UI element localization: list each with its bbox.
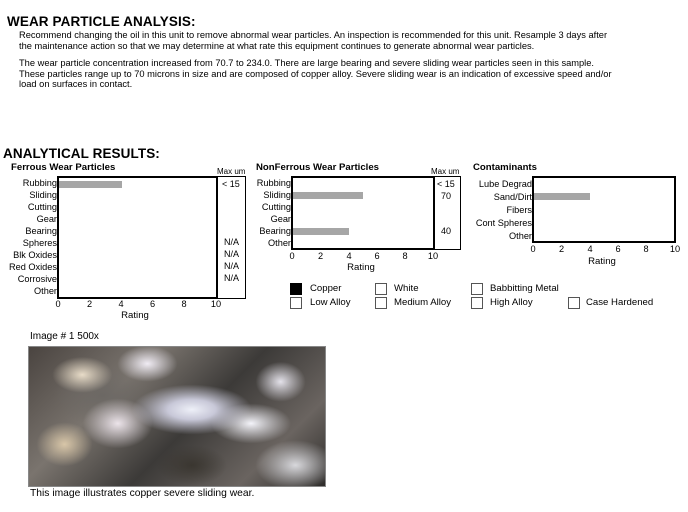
contaminants-category-labels — [460, 178, 532, 243]
x-tick: 6 — [149, 299, 156, 309]
recommendation-line-2: the maintenance action so that we may determine at what rate this equipment continues to generate abnormal wear particles. — [19, 40, 535, 51]
x-tick: 6 — [374, 251, 380, 261]
max-um-value: 40 — [441, 226, 452, 236]
copper-label: Copper — [310, 283, 342, 294]
x-tick: 6 — [615, 244, 621, 254]
recommendation-paragraph — [19, 30, 688, 51]
category-label: Other — [268, 238, 291, 248]
x-tick: 4 — [346, 251, 352, 261]
image-caption: This image illustrates copper severe sliding wear. — [30, 488, 255, 499]
babbitting-metal-label: Babbitting Metal — [490, 283, 559, 294]
copper-checkbox — [290, 283, 302, 295]
medium-alloy-label: Medium Alloy — [394, 297, 452, 308]
x-tick: 0 — [289, 251, 295, 261]
contaminants-bar-sand-dirt — [534, 193, 590, 200]
recommendation-line-1: Recommend changing the oil in this unit to remove abnormal wear particles. An inspection is recommended for this unit. Resample 3 days after — [19, 30, 608, 40]
ferrous-plot-area — [57, 176, 218, 299]
image-title: Image # 1 500x — [30, 331, 99, 342]
category-label: Gear — [36, 214, 57, 224]
ferrous-chart-title: Ferrous Wear Particles — [11, 162, 116, 173]
category-label: Rubbing — [256, 178, 291, 188]
category-label: Rubbing — [22, 178, 57, 188]
x-tick: 2 — [86, 299, 93, 309]
nonferrous-bar-bearing — [293, 228, 349, 235]
nonferrous-bar-sliding — [293, 192, 363, 199]
x-tick: 8 — [181, 299, 187, 309]
x-tick: 0 — [55, 299, 61, 309]
ferrous-bar-rubbing — [59, 181, 122, 188]
analytical-results-heading: ANALYTICAL RESULTS: — [3, 146, 160, 161]
nonferrous-max-um-column — [435, 176, 461, 250]
category-label: Sliding — [29, 190, 57, 200]
nonferrous-x-axis-title: Rating — [347, 262, 375, 273]
white-label: White — [394, 283, 419, 294]
category-label: Other — [509, 231, 532, 241]
nonferrous-max-um-label: Max um — [431, 167, 460, 176]
x-tick: 10 — [669, 244, 681, 254]
category-label: Corrosive — [17, 274, 57, 284]
category-label: Gear — [270, 214, 291, 224]
medium-alloy-checkbox — [375, 297, 387, 309]
white-checkbox — [375, 283, 387, 295]
x-tick: 8 — [643, 244, 649, 254]
category-label: Sand/Dirt — [493, 192, 532, 202]
category-label: Spheres — [22, 238, 57, 248]
x-tick: 4 — [587, 244, 593, 254]
category-label: Cont Spheres — [475, 218, 532, 228]
low-alloy-label: Low Alloy — [310, 297, 351, 308]
category-label: Other — [34, 286, 57, 296]
high-alloy-label: High Alloy — [490, 297, 533, 308]
category-label: Bearing — [259, 226, 291, 236]
case-hardened-label: Case Hardened — [586, 297, 654, 308]
ferrous-category-labels — [0, 177, 57, 297]
wear-particle-analysis-heading: WEAR PARTICLE ANALYSIS: — [7, 14, 196, 29]
max-um-value: N/A — [224, 237, 240, 247]
x-tick: 2 — [317, 251, 324, 261]
x-tick: 8 — [402, 251, 408, 261]
x-tick: 10 — [210, 299, 222, 309]
contaminants-plot-area — [532, 176, 676, 243]
max-um-value: < 15 — [222, 179, 240, 189]
x-tick: 10 — [427, 251, 439, 261]
category-label: Fibers — [506, 205, 532, 215]
contaminants-x-axis-title: Rating — [588, 256, 616, 267]
ferrous-x-axis-title: Rating — [121, 310, 149, 321]
analysis-line-2: These particles range up to 70 microns in size and are composed of copper alloy. Severe sliding wear is an indication of excessive speed and/or — [19, 68, 612, 79]
max-um-value: N/A — [224, 261, 240, 271]
category-label: Bearing — [25, 226, 57, 236]
x-tick: 4 — [118, 299, 124, 309]
nonferrous-chart-title: NonFerrous Wear Particles — [256, 162, 379, 173]
x-tick: 2 — [558, 244, 565, 254]
category-label: Sliding — [263, 190, 291, 200]
category-label: Cutting — [27, 202, 57, 212]
analysis-line-1: The wear particle concentration increased from 70.7 to 234.0. There are large bearing and severe sliding wear particles seen in this sample. — [19, 58, 594, 68]
analysis-line-3: load on surfaces in contact. — [19, 79, 133, 89]
category-label: Blk Oxides — [13, 250, 57, 260]
max-um-value: 70 — [441, 191, 452, 201]
nonferrous-category-labels — [240, 177, 291, 249]
max-um-value: N/A — [224, 273, 240, 283]
category-label: Red Oxides — [8, 262, 57, 272]
category-label: Lube Degrad — [478, 179, 532, 189]
babbitting-metal-checkbox — [471, 283, 483, 295]
contaminants-chart-title: Contaminants — [473, 162, 537, 173]
analysis-paragraph — [19, 58, 688, 90]
nonferrous-plot-area — [291, 176, 435, 250]
high-alloy-checkbox — [471, 297, 483, 309]
low-alloy-checkbox — [290, 297, 302, 309]
case-hardened-checkbox — [568, 297, 580, 309]
category-label: Cutting — [261, 202, 291, 212]
ferrous-max-um-label: Max um — [217, 167, 246, 176]
x-tick: 0 — [530, 244, 536, 254]
max-um-value: < 15 — [437, 179, 455, 189]
max-um-value: N/A — [224, 249, 240, 259]
wear-particle-photo — [28, 346, 326, 487]
